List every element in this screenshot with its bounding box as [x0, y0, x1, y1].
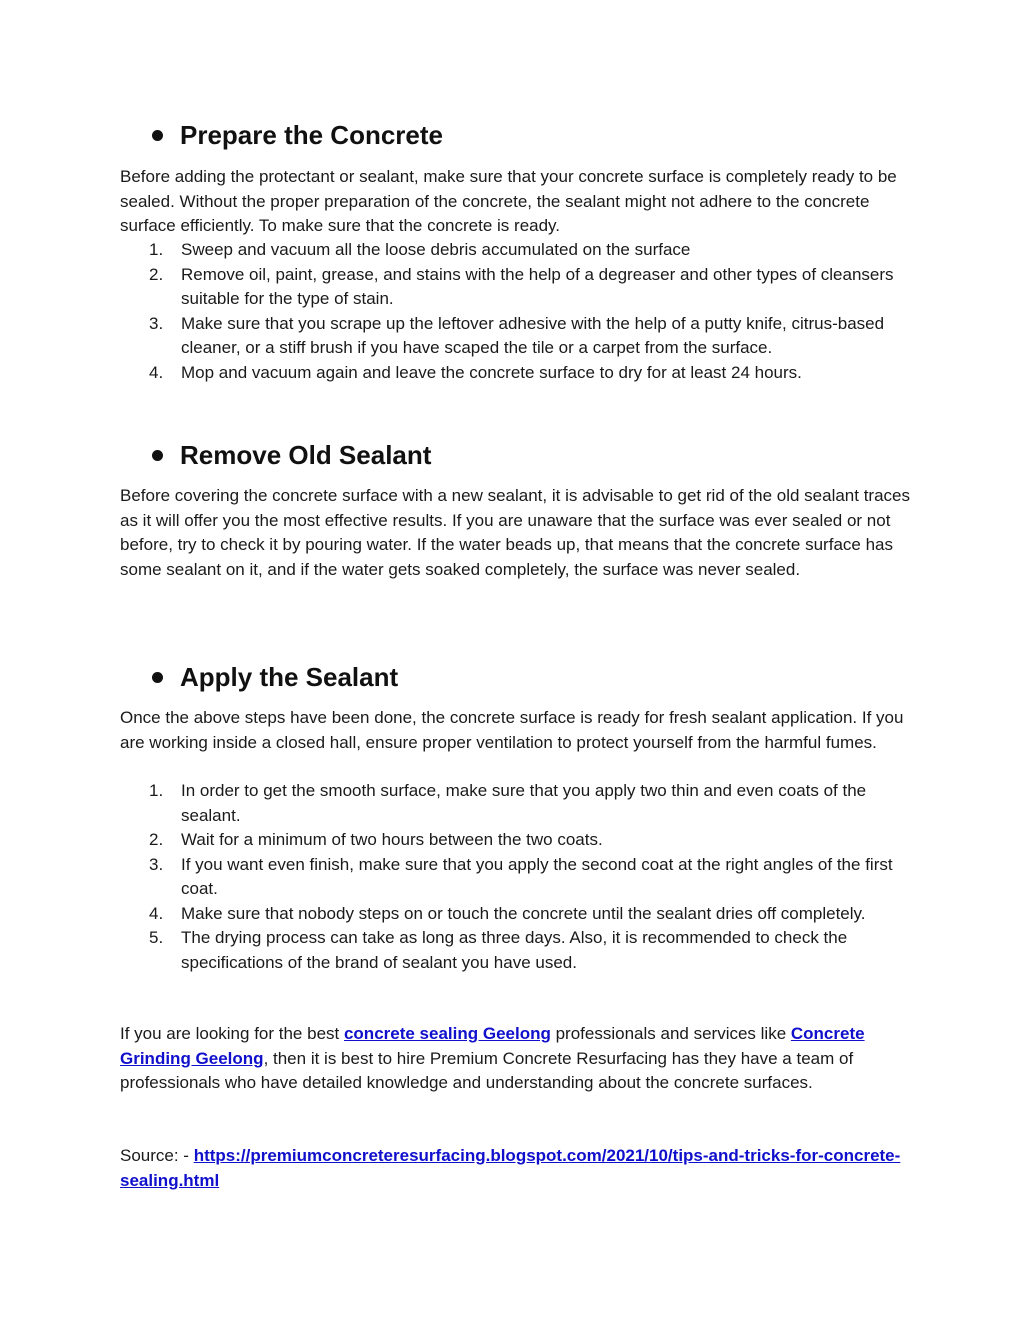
concrete-grinding-link[interactable]: Concrete Grinding Geelong — [120, 1024, 865, 1068]
concrete-sealing-link[interactable]: concrete sealing Geelong — [343, 1024, 551, 1043]
closing-text: , then it is best to hire Premium Concrete Resurfacing has they have a team of professionals who have detailed knowledge and understanding about the concrete surfaces. — [120, 1048, 854, 1092]
list-number: 1. — [149, 240, 164, 259]
list-number: 4. — [149, 903, 164, 923]
section-heading-apply — [120, 661, 910, 693]
list-item-text: The drying process can take as long as three days. Also, it is recommended to check the specifications of the brand of sealant you have used. — [181, 928, 848, 972]
list-number: 5. — [149, 928, 164, 947]
section-heading-text: Prepare the Concrete — [180, 120, 443, 150]
closing-paragraph — [120, 1022, 910, 1096]
section-heading-prepare — [120, 119, 910, 151]
list-item-text: If you want even finish, make sure that you apply the second coat at the right angles of the first coat. — [181, 854, 893, 898]
list-item-text: Sweep and vacuum all the loose debris accumulated on the surface — [181, 240, 691, 259]
section-heading-text: Apply the Sealant — [180, 662, 399, 692]
list-item-text: Make sure that you scrape up the leftover adhesive with the help of a putty knife, citrus-based cleaner, or a stiff brush if you have scaped the tile or a carpet from the surface. — [181, 313, 885, 357]
list-number: 2. — [149, 264, 164, 284]
numbered-list-prepare — [120, 238, 910, 385]
list-item — [120, 853, 910, 902]
list-number: 4. — [149, 362, 164, 382]
list-item — [120, 238, 910, 263]
list-number: 1. — [149, 781, 164, 800]
bullet-icon — [120, 439, 180, 471]
list-item — [120, 361, 910, 386]
list-item — [120, 902, 910, 927]
list-item — [120, 263, 910, 312]
section-paragraph-apply: Once the above steps have been done, the concrete surface is ready for fresh sealant application. If you are working inside a closed hall, ensure proper ventilation to protect yourself from the harmful fumes. — [120, 708, 904, 752]
list-item-text: Make sure that nobody steps on or touch the concrete until the sealant dries off completely. — [181, 903, 866, 923]
section-heading-remove — [120, 439, 910, 471]
list-item — [120, 828, 910, 853]
section-paragraph-prepare: Before adding the protectant or sealant, make sure that your concrete surface is completely ready to be sealed. Without the proper preparation of the concrete, the sealant might not adhere to the concrete surface efficiently. To make sure that the concrete is ready. — [120, 167, 897, 235]
list-number: 3. — [149, 313, 164, 333]
list-number: 2. — [149, 830, 164, 849]
list-item — [120, 779, 910, 828]
source-line — [120, 1144, 910, 1193]
source-url-link[interactable]: https://premiumconcreteresurfacing.blogspot.com/2021/10/tips-and-tricks-for-concrete-sealing.html — [120, 1146, 901, 1190]
list-number: 3. — [149, 854, 164, 874]
bullet-icon — [120, 119, 180, 151]
closing-text: professionals and services like — [550, 1024, 791, 1043]
list-item-text: Remove oil, paint, grease, and stains with the help of a degreaser and other types of cleansers suitable for the type of stain. — [181, 264, 894, 308]
list-item-text: Wait for a minimum of two hours between the two coats. — [181, 830, 603, 849]
bullet-icon — [120, 661, 180, 693]
list-item — [120, 926, 910, 975]
numbered-list-apply — [120, 779, 910, 975]
list-item — [120, 312, 910, 361]
list-item-text: Mop and vacuum again and leave the concrete surface to dry for at least 24 hours. — [181, 362, 802, 382]
section-paragraph-remove: Before covering the concrete surface with a new sealant, it is advisable to get rid of the old sealant traces as it will offer you the most effective results. If you are unaware that the surface was ever sealed or not before, try to check it by pouring water. If the water beads up, that means that the concrete surface has some sealant on it, and if the water gets soaked completely, the surface was never sealed. — [120, 486, 910, 579]
list-item-text: In order to get the smooth surface, make sure that you apply two thin and even coats of the sealant. — [181, 781, 867, 825]
closing-text: If you are looking for the best — [120, 1024, 344, 1043]
section-heading-text: Remove Old Sealant — [180, 440, 432, 470]
source-label: Source: - — [120, 1146, 194, 1165]
